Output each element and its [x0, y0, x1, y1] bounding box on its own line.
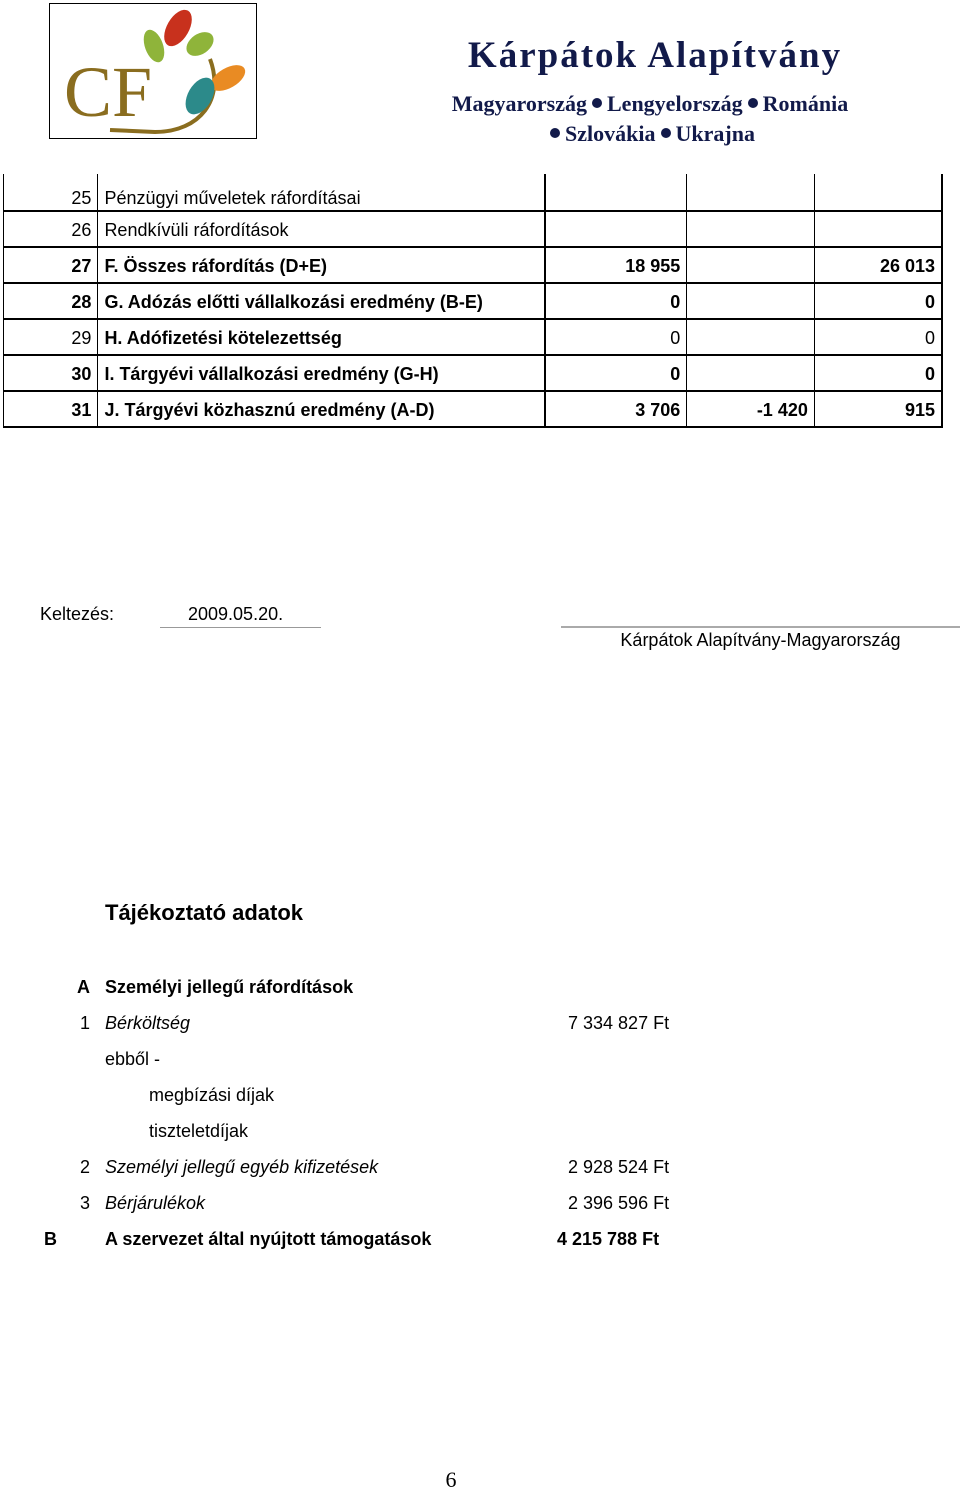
row-label: Rendkívüli ráfordítások [98, 211, 545, 247]
value-col-2 [687, 319, 815, 355]
info-value: 4 215 788 Ft [557, 1229, 660, 1249]
foundation-logo [49, 3, 257, 139]
table-row [4, 319, 943, 355]
value-col-1: 0 [545, 355, 687, 391]
value-col-1 [545, 211, 687, 247]
info-row [0, 1157, 960, 1187]
row-label: J. Tárgyévi közhasznú eredmény (A-D) [98, 391, 545, 427]
info-label: Személyi jellegű ráfordítások [105, 977, 354, 997]
bullet-icon [550, 128, 560, 138]
row-number: 26 [4, 211, 98, 247]
countries-line-2 [400, 121, 900, 147]
value-col-3: 0 [814, 319, 942, 355]
country-poland: Lengyelország [607, 91, 743, 116]
bullet-icon [592, 98, 602, 108]
page-number: 6 [445, 1467, 457, 1490]
info-mark: B [44, 1229, 57, 1249]
info-label: Személyi jellegű egyéb kifizetések [105, 1157, 379, 1177]
bullet-icon [748, 98, 758, 108]
info-row [0, 1013, 960, 1043]
info-label: ebből - [105, 1049, 161, 1069]
value-col-2 [687, 211, 815, 247]
info-row [0, 1085, 960, 1115]
row-label: G. Adózás előtti vállalkozási eredmény (B-E) [98, 283, 545, 319]
value-col-1: 0 [545, 283, 687, 319]
bullet-icon [661, 128, 671, 138]
countries-line-1 [400, 91, 900, 117]
organization-title: Kárpátok Alapítvány [467, 35, 843, 76]
info-label: tiszteletdíjak [149, 1121, 249, 1141]
info-row [0, 1121, 960, 1151]
value-col-2 [687, 174, 815, 211]
info-row [0, 977, 960, 1007]
table-row [4, 355, 943, 391]
row-label: F. Összes ráfordítás (D+E) [98, 247, 545, 283]
signatory-name: Kárpátok Alapítvány-Magyarország [620, 630, 901, 650]
info-label: A szervezet által nyújtott támogatások [105, 1229, 432, 1249]
info-mark: 1 [79, 1013, 90, 1033]
signature-line [561, 626, 960, 628]
value-col-3: 26 013 [814, 247, 942, 283]
value-col-3 [814, 174, 942, 211]
table-row [4, 283, 943, 319]
info-section-title: Tájékoztató adatok [105, 900, 304, 925]
info-label: Bérköltség [105, 1013, 191, 1033]
logo-emblem-icon [50, 4, 258, 140]
info-label: Bérjárulékok [105, 1193, 206, 1213]
table-row [4, 247, 943, 283]
country-hungary: Magyarország [451, 91, 587, 116]
row-number: 28 [4, 283, 98, 319]
value-col-2 [687, 355, 815, 391]
info-value: 2 396 596 Ft [568, 1193, 670, 1213]
value-col-3 [814, 211, 942, 247]
country-romania: Románia [762, 91, 849, 116]
value-col-3: 915 [814, 391, 942, 427]
value-col-2 [687, 247, 815, 283]
dating-date: 2009.05.20. [160, 604, 321, 628]
value-col-2: -1 420 [687, 391, 815, 427]
info-mark: 2 [79, 1157, 90, 1177]
logo-monogram: CF [64, 52, 153, 132]
value-col-1: 0 [545, 319, 687, 355]
info-mark: A [77, 977, 90, 997]
info-row [0, 1229, 960, 1259]
row-number: 25 [4, 174, 98, 211]
country-ukraine: Ukrajna [675, 121, 755, 146]
value-col-1: 3 706 [545, 391, 687, 427]
financial-results-table [3, 174, 943, 428]
info-row [0, 1193, 960, 1223]
value-col-1 [545, 174, 687, 211]
row-label: I. Tárgyévi vállalkozási eredmény (G-H) [98, 355, 545, 391]
value-col-3: 0 [814, 283, 942, 319]
info-row [0, 1049, 960, 1079]
info-label: megbízási díjak [149, 1085, 275, 1105]
row-number: 30 [4, 355, 98, 391]
row-label: H. Adófizetési kötelezettség [98, 319, 545, 355]
row-label: Pénzügyi műveletek ráfordításai [98, 174, 545, 211]
value-col-3: 0 [814, 355, 942, 391]
row-number: 27 [4, 247, 98, 283]
table-row [4, 174, 943, 211]
table-row [4, 391, 943, 427]
info-value: 2 928 524 Ft [568, 1157, 670, 1177]
info-mark: 3 [79, 1193, 90, 1213]
table-row [4, 211, 943, 247]
info-value: 7 334 827 Ft [568, 1013, 670, 1033]
row-number: 31 [4, 391, 98, 427]
value-col-1: 18 955 [545, 247, 687, 283]
dating-label: Keltezés: [40, 604, 115, 624]
value-col-2 [687, 283, 815, 319]
row-number: 29 [4, 319, 98, 355]
country-slovakia: Szlovákia [565, 121, 656, 146]
